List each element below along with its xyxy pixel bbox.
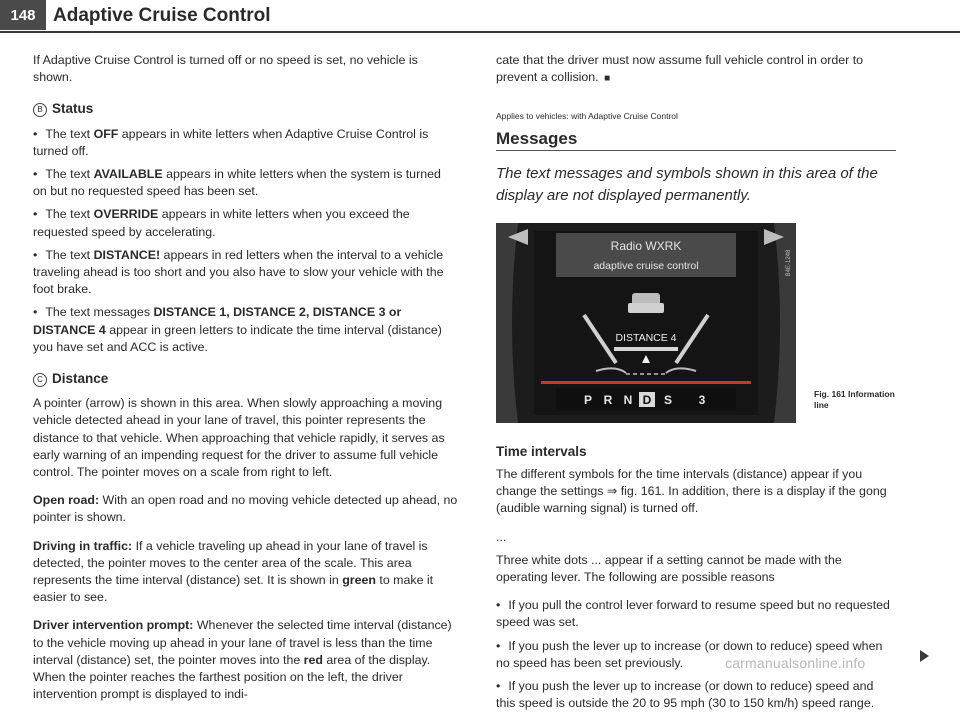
reason-item: • If you push the lever up to increase (or down to reduce) speed when no speed has been set previously. <box>496 638 896 672</box>
gear-r: R <box>603 392 613 407</box>
status-item-available: • The text AVAILABLE appears in white letters when the system is turned on but no requested speed has been set. <box>33 166 458 200</box>
gear-p: P <box>583 392 593 407</box>
reason-item: • If you push the lever up to increase (or down to reduce) speed and this speed is outside the 20 to 95 mph (30 to 150 km/h) speed range. <box>496 678 896 712</box>
distance-heading: C Distance <box>33 370 458 387</box>
distance-text: DISTANCE 4 <box>615 331 677 344</box>
page-number: 148 <box>0 0 46 30</box>
messages-heading: Messages <box>496 128 578 148</box>
applies-note: Applies to vehicles: with Adaptive Cruise Control <box>496 111 678 122</box>
header-rule <box>0 31 960 33</box>
marker-b-icon: B <box>33 103 47 117</box>
figure-code: B4E-1248 <box>786 249 792 277</box>
status-item-off: • The text OFF appears in white letters when Adaptive Cruise Control is turned off. <box>33 126 458 160</box>
time-intervals-paragraph: The different symbols for the time intervals (distance) appear if you change the settings ⇒ fig. 161. In addition, there is a display if the gong (audible warning signal) is turned off. <box>496 467 887 516</box>
traffic-paragraph: Driving in traffic: If a vehicle traveling up ahead in your lane of travel is detected, the pointer moves to the center area of the scale. This area represents the time interval (distance) set. It is shown in green to make it easier to see. <box>33 538 434 605</box>
figure-161 <box>496 223 896 433</box>
continued-paragraph: cate that the driver must now assume full vehicle control in order to prevent a collision. ■ <box>496 53 864 85</box>
radio-text: Radio WXRK <box>610 238 682 253</box>
status-item-distance-levels: • The text messages DISTANCE 1, DISTANCE 2, DISTANCE 3 or DISTANCE 4 appear in green letters to indicate the time interval (distance) you have set and ACC is active. <box>33 304 458 356</box>
status-item-distance: • The text DISTANCE! appears in red letters when the interval to a vehicle traveling ahead is too short and you also have to slow your vehicle with the foot brake. <box>33 247 458 299</box>
reason-item: • If you pull the control lever forward to resume speed but no requested speed was set. <box>496 597 896 631</box>
chapter-title: Adaptive Cruise Control <box>53 5 271 26</box>
driver-prompt-paragraph: Driver intervention prompt: Whenever the selected time interval (distance) to the vehicle moving up ahead in your lane of travel is less than the time interval (distance) set, the pointer moves into the red area of the display. When the pointer reaches the farthest position on the left, the driver intervention prompt is displayed to indi- <box>33 618 452 702</box>
end-mark-icon: ■ <box>604 73 611 85</box>
status-item-override: • The text OVERRIDE appears in white letters when you exceed the requested speed by accelerating. <box>33 206 458 240</box>
status-heading: B Status <box>33 100 458 117</box>
intro-paragraph: If Adaptive Cruise Control is turned off or no speed is set, no vehicle is shown. <box>33 53 418 85</box>
distance-paragraph: A pointer (arrow) is shown in this area. When slowly approaching a moving vehicle detected ahead in your lane of travel, this pointer represents the distance to that vehicle. When approaching that vehicle rapidly, it serves as early warning of an impending request for the driver to assume full vehicle control. The pointer moves on a scale from right to left. <box>33 396 445 480</box>
section-rule <box>496 150 896 151</box>
left-column <box>33 52 458 715</box>
acc-text: adaptive cruise control <box>593 259 699 272</box>
gear-3: 3 <box>698 392 706 407</box>
watermark: carmanualsonline.info <box>725 655 866 671</box>
red-line <box>541 381 751 384</box>
continue-arrow-icon <box>920 650 929 662</box>
figure-caption: Fig. 161 Information line <box>814 388 895 410</box>
right-column <box>496 52 896 718</box>
gear-s: S <box>663 392 673 407</box>
instrument-display-figure <box>496 223 796 423</box>
marker-c-icon: C <box>33 373 47 387</box>
messages-intro: The text messages and symbols shown in this area of the display are not displayed permanently. <box>496 164 878 204</box>
three-dots-paragraph: Three white dots ... appear if a setting cannot be made with the operating lever. The following are possible reasons <box>496 552 842 585</box>
gear-d: D <box>642 392 652 407</box>
open-road-paragraph: Open road: With an open road and no moving vehicle detected up ahead, no pointer is shown. <box>33 493 458 525</box>
time-intervals-heading: Time intervals <box>496 443 587 459</box>
gear-n: N <box>623 392 633 407</box>
distance-bar <box>614 347 678 351</box>
ellipsis-symbol: ... <box>496 529 507 544</box>
